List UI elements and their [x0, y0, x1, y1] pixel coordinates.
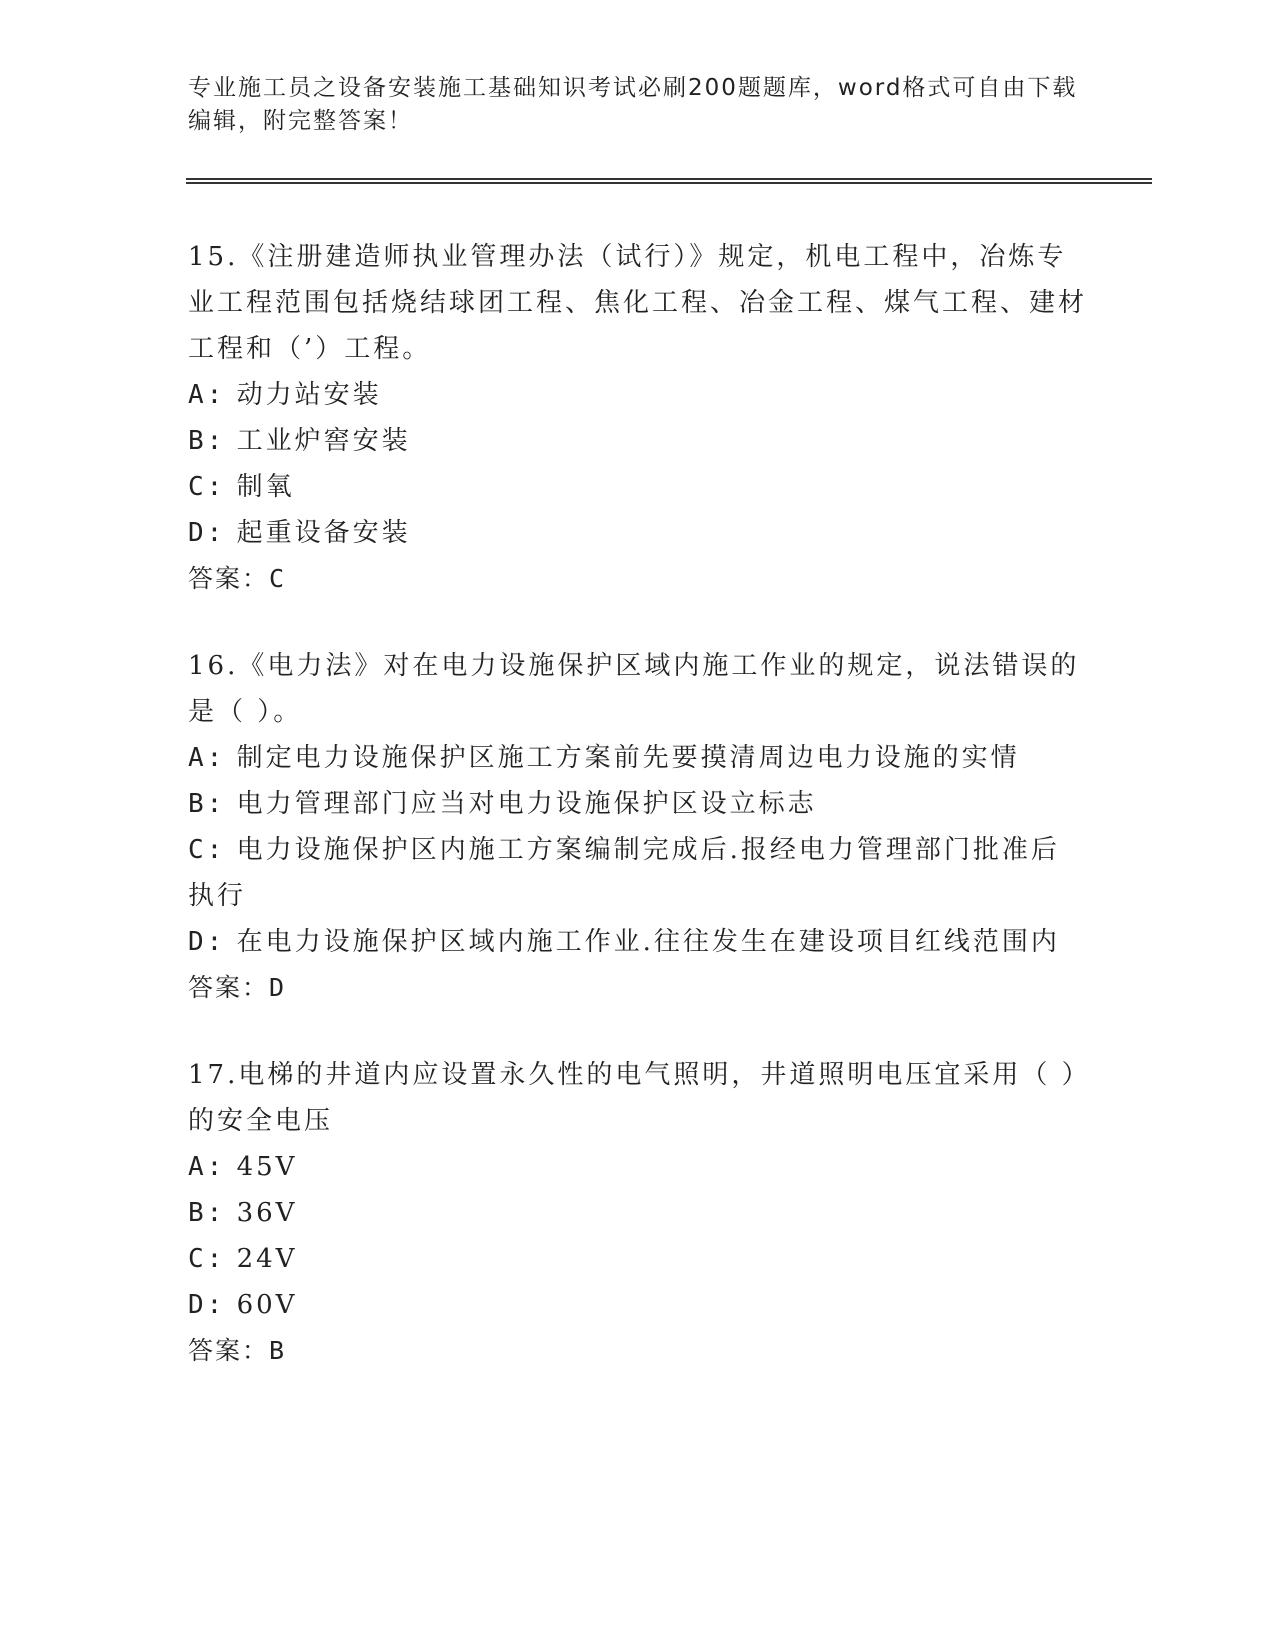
- option-b: [188, 1190, 1088, 1236]
- option-letter: C:: [188, 1244, 226, 1274]
- option-letter: C:: [188, 835, 226, 865]
- option-b: [188, 781, 1088, 827]
- option-d: [188, 1282, 1088, 1328]
- question-16: [188, 643, 1088, 1011]
- option-text: 制定电力设施保护区施工方案前先要摸清周边电力设施的实情: [236, 743, 1020, 773]
- option-a: [188, 372, 1088, 418]
- option-d: [188, 919, 1088, 965]
- option-c: [188, 1236, 1088, 1282]
- answer-line: [188, 556, 1088, 602]
- answer-value: C: [269, 564, 287, 593]
- option-text: 动力站安装: [236, 380, 382, 410]
- question-stem: [188, 643, 1088, 735]
- option-letter: B:: [188, 789, 226, 819]
- answer-line: [188, 965, 1088, 1011]
- option-letter: C:: [188, 472, 226, 502]
- option-c: [188, 827, 1088, 919]
- answer-value: D: [269, 973, 287, 1002]
- option-letter: B:: [188, 1198, 226, 1228]
- question-text: 《注册建造师执业管理办法（试行）》规定，机电工程中，冶炼专业工程范围包括烧结球团工程、焦化工程、冶金工程、煤气工程、建材工程和（’）工程。: [188, 242, 1088, 364]
- option-text: 工业炉窖安装: [236, 426, 411, 456]
- option-a: [188, 735, 1088, 781]
- option-letter: D:: [188, 1290, 226, 1320]
- answer-label: 答案：: [188, 973, 270, 1002]
- option-letter: D:: [188, 518, 226, 548]
- question-text: 《电力法》对在电力设施保护区域内施工作业的规定，说法错误的是（ ）。: [188, 651, 1080, 727]
- option-text: 电力设施保护区内施工方案编制完成后.报经电力管理部门批准后执行: [188, 835, 1060, 911]
- option-letter: A:: [188, 743, 226, 773]
- answer-label: 答案：: [188, 1336, 270, 1365]
- question-text: 电梯的井道内应设置永久性的电气照明，井道照明电压宜采用（ ）的安全电压: [188, 1060, 1078, 1136]
- question-15: [188, 234, 1088, 602]
- answer-label: 答案：: [188, 564, 270, 593]
- option-text: 36V: [236, 1198, 298, 1228]
- option-text: 制氧: [236, 472, 295, 502]
- option-letter: B:: [188, 426, 226, 456]
- answer-line: [188, 1328, 1088, 1374]
- option-text: 起重设备安装: [236, 518, 411, 548]
- option-c: [188, 464, 1088, 510]
- question-number: 17.: [188, 1060, 239, 1090]
- option-a: [188, 1144, 1088, 1190]
- question-17: [188, 1052, 1088, 1374]
- question-number: 16.: [188, 651, 239, 681]
- option-d: [188, 510, 1088, 556]
- document-header-title: 专业施工员之设备安装施工基础知识考试必刷200题题库，word格式可自由下载编辑，附完整答案！: [188, 75, 1078, 134]
- question-number: 15.: [188, 242, 239, 272]
- option-letter: A:: [188, 1152, 226, 1182]
- option-b: [188, 418, 1088, 464]
- option-text: 电力管理部门应当对电力设施保护区设立标志: [236, 789, 817, 819]
- answer-value: B: [269, 1336, 287, 1365]
- question-stem: [188, 234, 1088, 372]
- header-divider: [186, 178, 1152, 184]
- option-letter: A:: [188, 380, 226, 410]
- option-text: 在电力设施保护区域内施工作业.往往发生在建设项目红线范围内: [236, 927, 1060, 957]
- question-stem: [188, 1052, 1088, 1144]
- option-text: 60V: [236, 1290, 298, 1320]
- option-letter: D:: [188, 927, 226, 957]
- option-text: 45V: [236, 1152, 298, 1182]
- option-text: 24V: [236, 1244, 298, 1274]
